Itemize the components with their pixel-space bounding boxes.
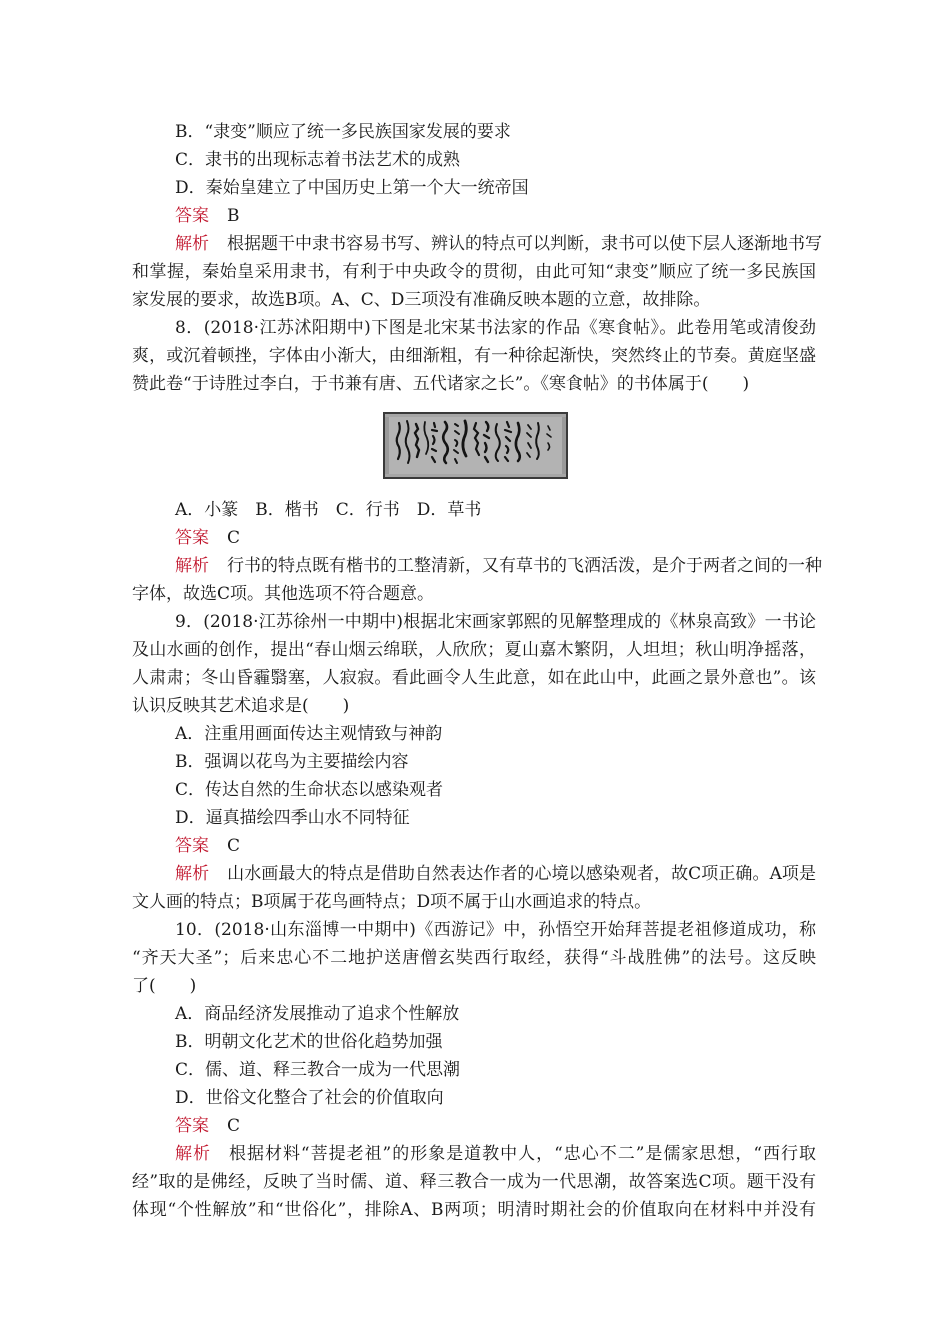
answer-value: C — [227, 528, 241, 548]
q10-stem-line-2: “齐天大圣”；后来忠心不二地护送唐僧玄奘西行取经，获得“斗战胜佛”的法号。这反映 — [132, 948, 816, 968]
answer-label: 答案 — [175, 1116, 209, 1136]
q10-option-c: C．儒、道、释三教合一成为一代思潮 — [175, 1060, 461, 1080]
calligraphy-artwork — [385, 414, 566, 477]
q9-stem-line-2: 及山水画的创作，提出“春山烟云绵联，人欣欣；夏山嘉木繁阴，人坦坦；秋山明净摇落， — [132, 640, 816, 660]
q7-option-c: C．隶书的出现标志着书法艺术的成熟 — [175, 150, 461, 170]
analysis-label: 解析 — [175, 234, 209, 254]
q10-analysis-line-3: 体现“个性解放”和“世俗化”，排除A、B两项；明清时期社会的价值取向在材料中并没有 — [132, 1200, 816, 1220]
q8-stem-line-2: 爽，或沉着顿挫，字体由小渐大，由细渐粗，有一种徐起渐快，突然终止的节奏。黄庭坚盛 — [132, 346, 816, 366]
answer-value: C — [227, 836, 241, 856]
q8-stem-line-3: 赞此卷“于诗胜过李白，于书兼有唐、五代诸家之长”。《寒食帖》的书体属于( ) — [132, 374, 750, 394]
q7-analysis-line-3: 家发展的要求，故选B项。A、C、D三项没有准确反映本题的立意，故排除。 — [132, 290, 711, 310]
analysis-label: 解析 — [175, 556, 209, 576]
q10-answer — [175, 1115, 240, 1137]
q8-options: A．小篆 B．楷书 C．行书 D．草书 — [175, 500, 482, 520]
q8-analysis-line-2: 字体，故选C项。其他选项不符合题意。 — [132, 584, 435, 604]
q9-option-b: B．强调以花鸟为主要描绘内容 — [175, 752, 409, 772]
q10-analysis-line-2: 经”取的是佛经，反映了当时儒、道、释三教合一成为一代思潮，故答案选C项。题干没有 — [132, 1172, 816, 1192]
q8-analysis-line-1: 解析 行书的特点既有楷书的工整清新，又有草书的飞洒活泼，是介于两者之间的一种 — [175, 556, 822, 576]
q9-stem-line-1: 9．(2018·江苏徐州一中期中)根据北宋画家郭熙的见解整理成的《林泉高致》一书论 — [175, 612, 816, 632]
q9-analysis-line-1: 解析 山水画最大的特点是借助自然表达作者的心境以感染观者，故C项正确。A项是 — [175, 864, 816, 884]
answer-value: B — [227, 206, 240, 226]
answer-label: 答案 — [175, 836, 209, 856]
calligraphy-image — [383, 412, 568, 479]
q7-analysis-line-2: 和掌握，秦始皇采用隶书，有利于中央政令的贯彻，由此可知“隶变”顺应了统一多民族国 — [132, 262, 816, 282]
q9-option-d: D．逼真描绘四季山水不同特征 — [175, 808, 410, 828]
q9-answer — [175, 835, 240, 857]
q7-option-d: D．秦始皇建立了中国历史上第一个大一统帝国 — [175, 178, 529, 198]
q10-stem-line-1: 10．(2018·山东淄博一中期中)《西游记》中，孙悟空开始拜菩提老祖修道成功，称 — [175, 920, 816, 940]
analysis-label: 解析 — [175, 864, 210, 884]
analysis-label: 解析 — [175, 1144, 211, 1164]
answer-value: C — [227, 1116, 241, 1136]
answer-label: 答案 — [175, 528, 209, 548]
q7-answer — [175, 205, 240, 227]
q10-option-b: B．明朝文化艺术的世俗化趋势加强 — [175, 1032, 443, 1052]
q9-option-a: A．注重用画面传达主观情致与神韵 — [175, 724, 443, 744]
q9-option-c: C．传达自然的生命状态以感染观者 — [175, 780, 444, 800]
q9-stem-line-4: 认识反映其艺术追求是( ) — [132, 696, 350, 716]
q10-option-a: A．商品经济发展推动了追求个性解放 — [175, 1004, 460, 1024]
q7-option-b: B．“隶变”顺应了统一多民族国家发展的要求 — [175, 122, 511, 142]
answer-label: 答案 — [175, 206, 209, 226]
q9-analysis-line-2: 文人画的特点；B项属于花鸟画特点；D项不属于山水画追求的特点。 — [132, 892, 652, 912]
q8-answer — [175, 527, 240, 549]
q9-stem-line-3: 人肃肃；冬山昏霾翳塞，人寂寂。看此画令人生此意，如在此山中，此画之景外意也”。该 — [132, 668, 816, 688]
q10-option-d: D．世俗文化整合了社会的价值取向 — [175, 1088, 444, 1108]
q8-stem-line-1: 8．(2018·江苏沭阳期中)下图是北宋某书法家的作品《寒食帖》。此卷用笔或清俊劲 — [175, 318, 816, 338]
q10-stem-line-3: 了( ) — [132, 976, 197, 996]
q7-analysis-line-1: 解析 根据题干中隶书容易书写、辨认的特点可以判断，隶书可以使下层人逐渐地书写 — [175, 234, 822, 254]
q10-analysis-line-1: 解析 根据材料“菩提老祖”的形象是道教中人，“忠心不二”是儒家思想，“西行取 — [175, 1144, 816, 1164]
